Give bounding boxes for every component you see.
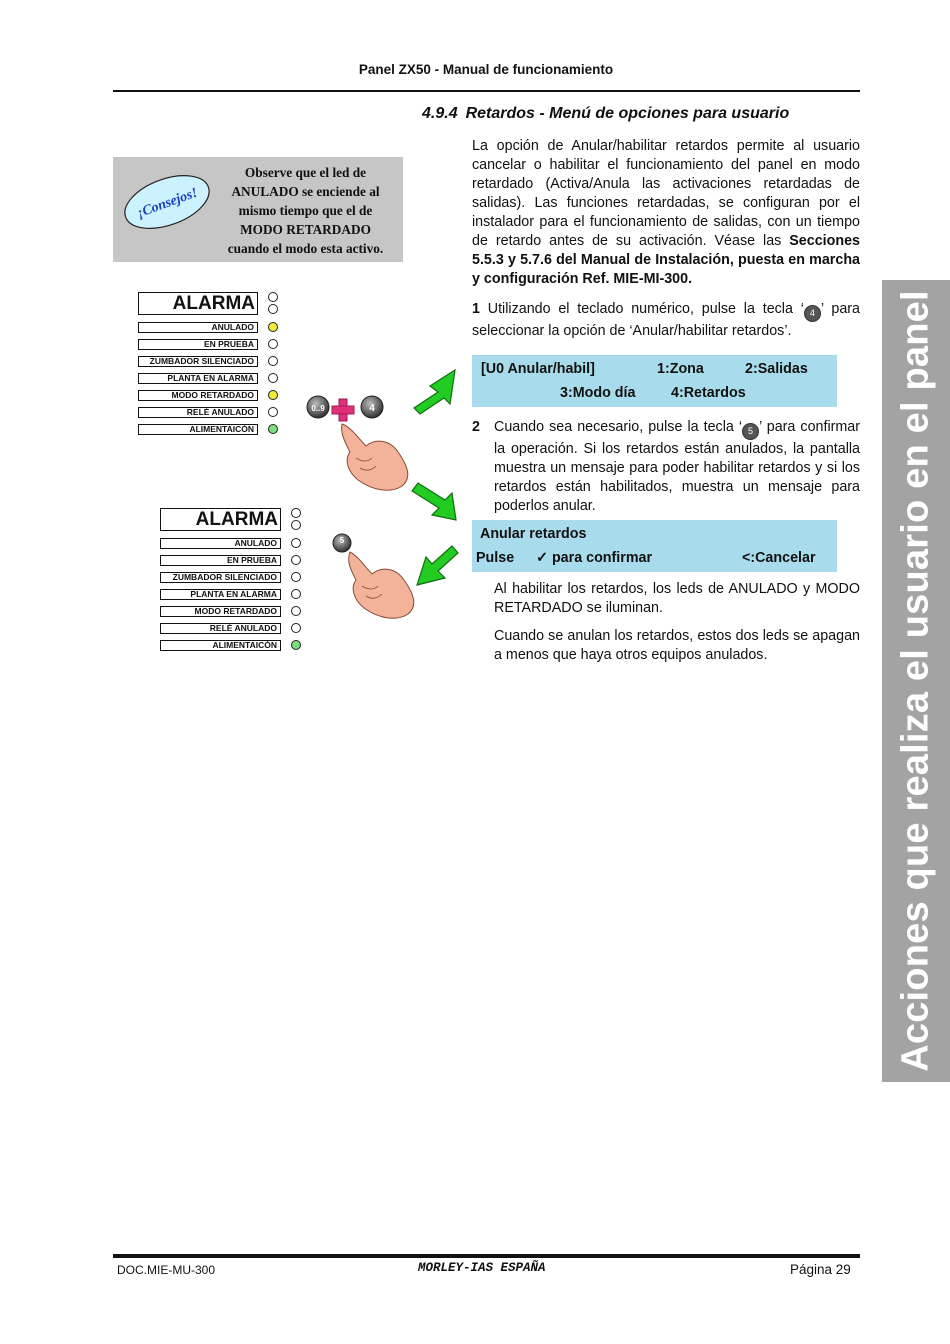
note-anular: Cuando se anulan los retardos, estos dos leds se apagan a menos que haya otros equipos anulados. xyxy=(494,628,860,663)
step-2-number: 2 xyxy=(472,419,480,435)
lcd-option-salidas: 2:Salidas xyxy=(745,361,808,377)
lcd-option-zona: 1:Zona xyxy=(657,361,704,377)
step-1-text-after: ’ para seleccionar la opción de ‘Anular/habilitar retardos’. xyxy=(472,301,860,339)
lcd-option-modo-dia: 3:Modo día xyxy=(560,385,636,401)
label-alimentacion: ALIMENTAICÓN xyxy=(138,424,258,435)
tip-line: MODO RETARDADO xyxy=(240,222,371,237)
side-tab xyxy=(882,280,950,1082)
pointing-hand-icon xyxy=(342,424,408,490)
consejos-badge-text: ¡Consejos! xyxy=(135,185,200,222)
label-zumbador: ZUMBADOR SILENCIADO xyxy=(138,356,258,367)
label-anulado: ANULADO xyxy=(160,538,281,549)
intro-reference: Secciones 5.5.3 y 5.7.6 del Manual de Instalación, puesta en marcha y configuración Ref. MIE-MI-300. xyxy=(472,233,860,287)
arrow-to-panel-icon xyxy=(414,370,455,414)
label-en-prueba: EN PRUEBA xyxy=(138,339,258,350)
key-0-9-icon xyxy=(307,396,329,418)
footer-page-number: Página 29 xyxy=(790,1262,851,1277)
side-tab-text: Acciones que realiza el usuario en el panel xyxy=(894,290,937,1072)
tip-line: Observe que el led de xyxy=(244,165,367,180)
step-1-text-before: Utilizando el teclado numérico, pulse la tecla ‘ xyxy=(479,301,804,317)
key-4-icon: 4 xyxy=(804,305,821,322)
page-header-title: Panel ZX50 - Manual de funcionamiento xyxy=(358,62,614,77)
lcd-menu-title: [U0 Anular/habil] xyxy=(481,361,595,377)
label-modo-retardado: MODO RETARDADO xyxy=(138,390,258,401)
lcd-confirm-pulse: Pulse xyxy=(476,550,515,566)
step-2-text-after: ’ para confirmar la operación. Si los retardos están anulados, la pantalla muestra un mensaje para poder habilitar retardos y si los retardos están habilitados, muestra un mensaje para poderlos anular. xyxy=(494,419,860,514)
label-zumbador: ZUMBADOR SILENCIADO xyxy=(160,572,281,583)
label-anulado: ANULADO xyxy=(138,322,258,333)
key-4-icon xyxy=(361,396,383,418)
tip-line: cuando el modo esta activo. xyxy=(227,241,384,256)
lcd-confirm-title: Anular retardos xyxy=(480,526,587,542)
footer-rule xyxy=(113,1254,860,1258)
label-rele: RELÉ ANULADO xyxy=(160,623,281,634)
label-planta: PLANTA EN ALARMA xyxy=(160,589,281,600)
intro-text: La opción de Anular/habilitar retardos permite al usuario cancelar o habilitar el funcionamiento del panel en modo retardado (Activa/Anula las activaciones retardadas de salidas). Las funciones retardadas, se configuran por el instalador para el funcionamiento de salidas, con un tiempo de retardo antes de su activación. Véase las xyxy=(472,138,860,249)
tip-line: mismo tiempo que el de xyxy=(238,203,373,218)
key-5-icon xyxy=(333,534,351,552)
step-1-number: 1 xyxy=(472,301,480,317)
alarma-label: ALARMA xyxy=(138,292,258,315)
key-5-label: 5 xyxy=(339,536,345,545)
arrow-to-lcd-icon xyxy=(412,483,456,520)
label-planta: PLANTA EN ALARMA xyxy=(138,373,258,384)
plus-icon xyxy=(332,399,354,421)
section-title-text: Retardos - Menú de opciones para usuario xyxy=(465,105,790,122)
label-en-prueba: EN PRUEBA xyxy=(160,555,281,566)
step-2-text-before: Cuando sea necesario, pulse la tecla ‘ xyxy=(494,419,743,435)
alarma-label: ALARMA xyxy=(160,508,281,531)
label-rele: RELÉ ANULADO xyxy=(138,407,258,418)
label-modo-retardado: MODO RETARDADO xyxy=(160,606,281,617)
label-alimentacion: ALIMENTAICÓN xyxy=(160,640,281,651)
key-4-label: 4 xyxy=(369,403,375,414)
lcd-confirm-cancel: <:Cancelar xyxy=(742,550,816,566)
footer-doc-ref: DOC.MIE-MU-300 xyxy=(117,1263,216,1277)
arrow-to-panel-2-icon xyxy=(417,546,458,585)
pointing-hand-icon xyxy=(349,552,414,618)
lcd-option-retardos: 4:Retardos xyxy=(671,385,746,401)
footer-company: MORLEY-IAS ESPAÑA xyxy=(418,1261,546,1275)
key-5-icon: 5 xyxy=(742,423,759,440)
lcd-confirm-check: ✓ para confirmar xyxy=(536,550,653,566)
section-number: 4.9.4 xyxy=(422,105,458,122)
note-habilitar: Al habilitar los retardos, los leds de ANULADO y MODO RETARDADO se iluminan. xyxy=(494,581,860,616)
key-range-label: 0..9 xyxy=(311,404,325,413)
tip-line: ANULADO se enciende al xyxy=(231,184,380,199)
